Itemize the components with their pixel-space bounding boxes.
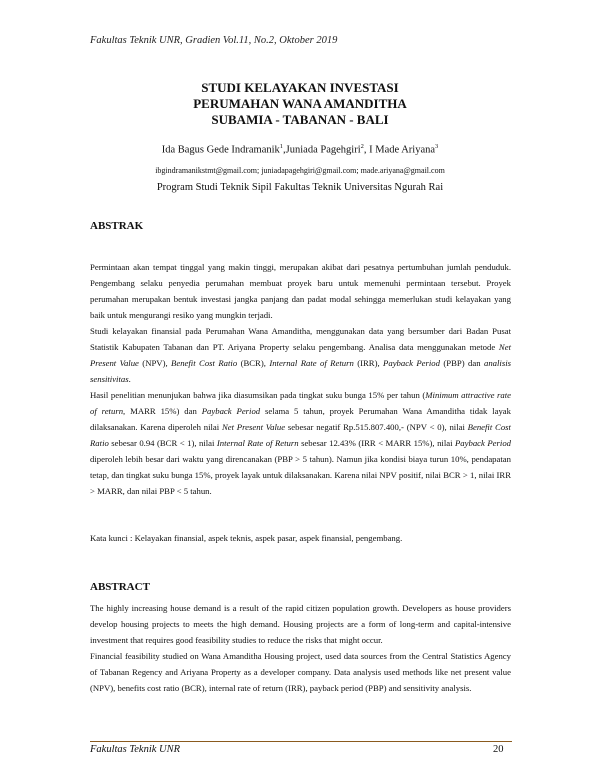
abstrak-heading: ABSTRAK xyxy=(90,220,144,232)
abstract-body xyxy=(90,600,511,696)
abstract-paragraph-2: Financial feasibility studied on Wana Amanditha Housing project, used data sources from the Central Statistics Agency of Tabanan Regency and Ariyana Property as a developer company. Data analysis used methods like net present value (NPV), benefits cost ratio (BCR), internal rate of return (IRR), payback period (PBP) and sensitivity analysis. xyxy=(90,651,511,693)
text-run: sebesar 12.43% (IRR < MARR 15%), nilai xyxy=(298,438,455,448)
italic-term: Internal Rate of Return xyxy=(269,358,354,368)
author-2: ,Juniada Pagehgiri xyxy=(283,144,361,156)
italic-term: Net Present Value xyxy=(90,342,511,368)
title-line-1: STUDI KELAYAKAN INVESTASI xyxy=(201,80,399,95)
italic-term: Payback Period xyxy=(201,406,261,416)
text-run: (NPV), xyxy=(138,358,172,368)
footer-journal: Fakultas Teknik UNR xyxy=(90,744,181,755)
abstrak-paragraph-1: Permintaan akan tempat tinggal yang makin tinggi, merupakan akibat dari pesatnya pertumbuhan jumlah penduduk. Pengembang selaku penyedia perumahan membuat proyek baru untuk memenuhi permintaan tersebut. Proyek perumahan merupakan bentuk investasi jangka panjang dan padat modal sehingga memerlukan studi kelayakan yang baik untuk mengurangi resiko yang mungkin terjadi. xyxy=(90,262,511,320)
italic-term: Internal Rate of Return xyxy=(216,438,299,448)
text-run: . xyxy=(128,374,131,384)
text-run: , MARR 15%) dan xyxy=(123,406,202,416)
text-run: selama 5 tahun, proyek Perumahan Wana Amanditha tidak layak dilaksanakan. Karena diperoleh nilai xyxy=(90,406,511,432)
text-run: sebesar 0.94 (BCR < 1), nilai xyxy=(108,438,217,448)
author-1: Ida Bagus Gede Indramanik xyxy=(161,144,280,156)
abstract-heading: ABSTRACT xyxy=(90,581,150,593)
italic-term: Payback Period xyxy=(383,358,440,368)
title-line-3: SUBAMIA - TABANAN - BALI xyxy=(211,112,389,127)
italic-term: Benefit Cost Ratio xyxy=(171,358,238,368)
journal-header: Fakultas Teknik UNR, Gradien Vol.11, No.2, Oktober 2019 xyxy=(90,35,338,46)
author-2-affil-mark: 2 xyxy=(360,143,364,150)
title-line-2: PERUMAHAN WANA AMANDITHA xyxy=(193,96,407,111)
author-3: , I Made Ariyana xyxy=(363,144,436,156)
abstrak-paragraph-3 xyxy=(90,387,511,499)
text-run: diperoleh lebih besar dari waktu yang direncanakan (PBP > 5 tahun). Namun jika kondisi biaya turun 10%, pendapatan tetap, dan tingkat suku bunga 15%, proyek layak untuk dilaksanakan. Karena nilai NPV positif, nilai BCR > 1, nilai IRR > MARR, dan nilai PBP < 5 tahun. xyxy=(90,454,511,496)
author-1-affil-mark: 1 xyxy=(279,143,284,150)
text-run: Studi kelayakan finansial pada Perumahan Wana Amanditha, menggunakan data yang bersumber dari Badan Pusat Statistik Kabupaten Tabanan dan PT. Ariyana Property selaku pengembang. Analisa data menggunakan metode xyxy=(90,326,511,352)
italic-term: analisis sensitivitas xyxy=(90,358,512,384)
text-run: Hasil penelitian menunjukan bahwa jika diasumsikan pada tingkat suku bunga 15% per tahun ( xyxy=(90,390,426,400)
author-emails: ibgindramanikstmt@gmail.com; juniadapagehgiri@gmail.com; made.ariyana@gmail.com xyxy=(155,166,445,175)
paper-title xyxy=(0,80,600,128)
author-list xyxy=(0,143,600,156)
abstrak-body xyxy=(90,259,511,499)
italic-term: Net Present Value xyxy=(221,422,286,432)
italic-term: Minimum attractive rate of return xyxy=(90,390,511,416)
abstrak-paragraph-2 xyxy=(90,323,511,387)
keywords: Kata kunci : Kelayakan finansial, aspek teknis, aspek pasar, aspek finansial, pengembang. xyxy=(90,533,403,543)
text-run: (BCR), xyxy=(237,358,270,368)
italic-term: Benefit Cost Ratio xyxy=(90,422,511,448)
abstract-paragraph-1: The highly increasing house demand is a result of the rapid citizen population growth. Developers as house providers develop housing projects to meets the high demand. Housing projects are a form of long-term and capital-intensive investment that requires good feasibility studies to reduce the risks that might occur. xyxy=(90,603,511,645)
author-3-affil-mark: 3 xyxy=(435,143,439,150)
italic-term: Payback Period xyxy=(454,438,512,448)
footer-rule xyxy=(90,741,512,742)
text-run: sebesar negatif Rp.515.807.400,- (NPV < 0), nilai xyxy=(285,422,468,432)
text-run: (PBP) dan xyxy=(440,358,484,368)
affiliation: Program Studi Teknik Sipil Fakultas Teknik Universitas Ngurah Rai xyxy=(156,182,444,193)
text-run: (IRR), xyxy=(353,358,384,368)
page-number: 20 xyxy=(493,744,504,755)
